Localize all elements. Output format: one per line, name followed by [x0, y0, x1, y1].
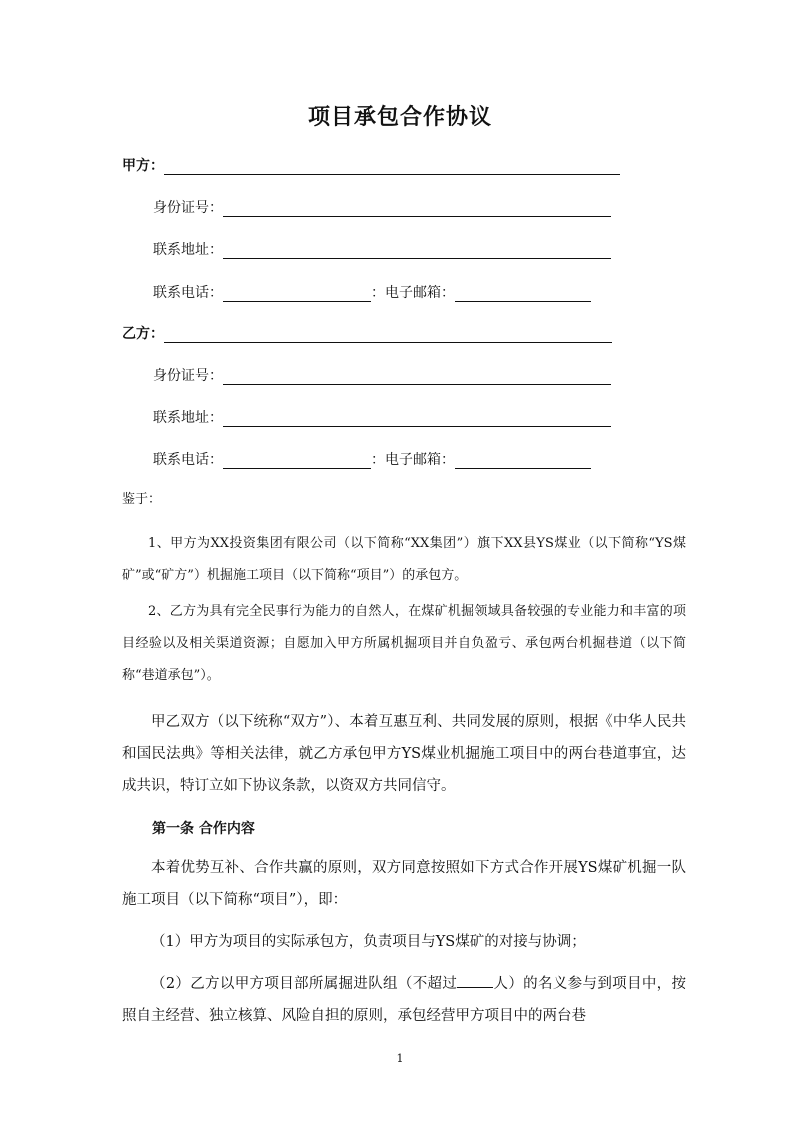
- party-a-label: 甲方：: [122, 158, 164, 174]
- party-a-id-row: [153, 199, 611, 217]
- party-b-phone-label: 联系电话：: [153, 452, 223, 468]
- party-b-phone-blank[interactable]: [223, 452, 371, 469]
- party-b-contact-row: [153, 451, 591, 469]
- party-b-address-label: 联系地址：: [153, 410, 223, 426]
- article-1-heading: 第一条 合作内容: [152, 821, 255, 837]
- party-a-id-label: 身份证号：: [153, 200, 223, 216]
- party-a-phone-label: 联系电话：: [153, 285, 223, 301]
- party-a-email-label: ：电子邮箱：: [371, 285, 455, 301]
- party-b-id-label: 身份证号：: [153, 368, 223, 384]
- party-b-label: 乙方：: [122, 326, 164, 342]
- party-a-id-blank[interactable]: [223, 200, 611, 217]
- party-a-address-row: [153, 241, 611, 259]
- party-b-address-row: [153, 409, 611, 427]
- recital-2: 2、乙方为具有完全民事行为能力的自然人，在煤矿机掘领域具备较强的专业能力和丰富的项目经验以及相关渠道资源；自愿加入甲方所属机掘项目并自负盈亏、承包两台机掘巷道（以下简称“巷道承包”）。: [122, 604, 686, 683]
- preamble-paragraph: 甲乙双方（以下统称“双方”）、本着互惠互利、共同发展的原则，根据《中华人民共和国民法典》等相关法律，就乙方承包甲方YS煤业机掘施工项目中的两台巷道事宜，达成共识，特订立如下协议条款，以资双方共同信守。: [122, 714, 686, 794]
- party-a-email-blank[interactable]: [455, 285, 591, 302]
- item-2-text-after: 人）的名义参与到项目中，按照自主经营、独立核算、风险自担的原则，承包经营甲方项目中的两台巷: [122, 976, 686, 1024]
- article-1-item-1: （1）甲方为项目的实际承包方，负责项目与YS煤矿的对接与协调；: [151, 934, 586, 950]
- party-a-phone-blank[interactable]: [223, 285, 371, 302]
- item-2-headcount-blank[interactable]: [457, 973, 493, 988]
- party-a-address-blank[interactable]: [223, 242, 611, 259]
- recital-1: 1、甲方为XX投资集团有限公司（以下简称“XX集团”）旗下XX县YS煤业（以下简称“YS煤矿”或“矿方”）机掘施工项目（以下简称“项目”）的承包方。: [122, 536, 686, 583]
- item-2-text-before: （2）乙方以甲方项目部所属掘进队组（不超过: [151, 976, 458, 992]
- party-b-row: [122, 325, 612, 343]
- article-1-item-2: [122, 968, 686, 1032]
- party-a-name-blank[interactable]: [164, 158, 620, 175]
- party-b-email-label: ：电子邮箱：: [371, 452, 455, 468]
- document-title: 项目承包合作协议: [307, 105, 492, 130]
- whereas-row: [122, 491, 161, 509]
- party-b-id-blank[interactable]: [223, 368, 611, 385]
- whereas-label: 鉴于：: [122, 492, 162, 507]
- party-b-id-row: [153, 367, 611, 385]
- party-b-name-blank[interactable]: [164, 326, 612, 343]
- party-b-email-blank[interactable]: [455, 452, 591, 469]
- party-a-contact-row: [153, 284, 591, 302]
- party-a-address-label: 联系地址：: [153, 242, 223, 258]
- page-number: 1: [396, 1052, 404, 1065]
- party-a-row: [122, 157, 620, 175]
- party-b-address-blank[interactable]: [223, 410, 611, 427]
- article-1-intro: 本着优势互补、合作共赢的原则，双方同意按照如下方式合作开展YS煤矿机掘一队施工项目（以下简称“项目”），即：: [122, 860, 686, 908]
